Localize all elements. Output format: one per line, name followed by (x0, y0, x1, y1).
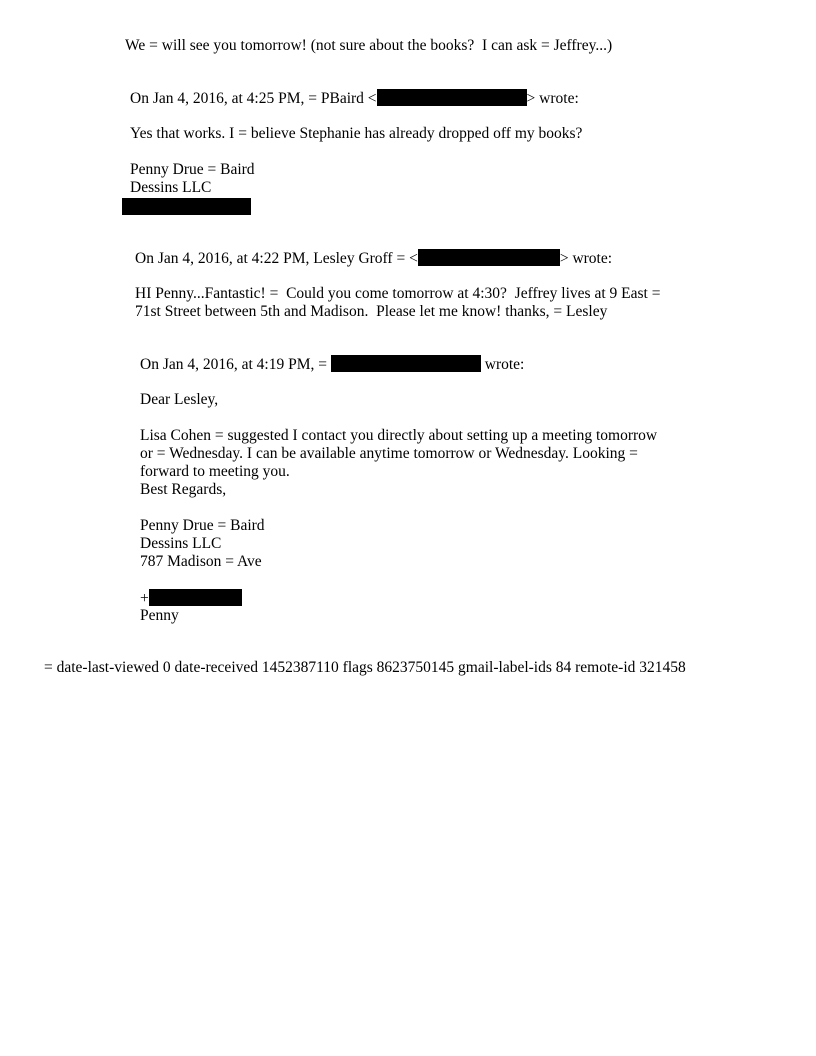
signature-company: Dessins LLC (140, 535, 222, 552)
redacted-email (331, 355, 481, 372)
reply-text-top: We = will see you tomorrow! (not sure about the books? I can ask = Jeffrey...) (125, 37, 613, 54)
quote-header-prefix: On Jan 4, 2016, at 4:22 PM, Lesley Groff = < (135, 250, 418, 267)
quote-header-suffix: > wrote: (559, 250, 613, 267)
quote-header-lesley-groff (135, 249, 612, 267)
message-body-line: Lisa Cohen = suggested I contact you directly about setting up a meeting tomorrow (140, 427, 658, 444)
message-body-line: or = Wednesday. I can be available anytime tomorrow or Wednesday. Looking = (140, 445, 638, 462)
redacted-block (122, 198, 251, 215)
redacted-phone (149, 589, 242, 606)
quote-header-suffix: > wrote: (526, 90, 579, 107)
quote-header-prefix: On Jan 4, 2016, at 4:19 PM, = (140, 356, 331, 373)
quote-header-suffix: wrote: (480, 356, 525, 373)
quote-header-pbaird (130, 89, 579, 107)
message-body-line: HI Penny...Fantastic! = Could you come tomorrow at 4:30? Jeffrey lives at 9 East = (135, 285, 661, 302)
signature-address: 787 Madison = Ave (140, 553, 262, 570)
redacted-email (418, 249, 560, 266)
message-body: Yes that works. I = believe Stephanie has already dropped off my books? (130, 125, 583, 142)
sign-off: Penny (140, 607, 179, 624)
greeting: Dear Lesley, (140, 391, 219, 408)
message-body-line: forward to meeting you. (140, 463, 290, 480)
closing: Best Regards, (140, 481, 227, 498)
phone-prefix: + (140, 590, 149, 607)
signature-name: Penny Drue = Baird (140, 517, 265, 534)
redacted-email (377, 89, 527, 106)
quote-header-original (140, 355, 524, 373)
signature-company: Dessins LLC (130, 179, 212, 196)
metadata-line: = date-last-viewed 0 date-received 1452387110 flags 8623750145 gmail-label-ids 84 remote-id 321458 (44, 659, 686, 676)
quote-header-prefix: On Jan 4, 2016, at 4:25 PM, = PBaird < (130, 90, 377, 107)
message-body-line: 71st Street between 5th and Madison. Please let me know! thanks, = Lesley (135, 303, 608, 320)
signature-phone (140, 589, 242, 607)
signature-name: Penny Drue = Baird (130, 161, 255, 178)
